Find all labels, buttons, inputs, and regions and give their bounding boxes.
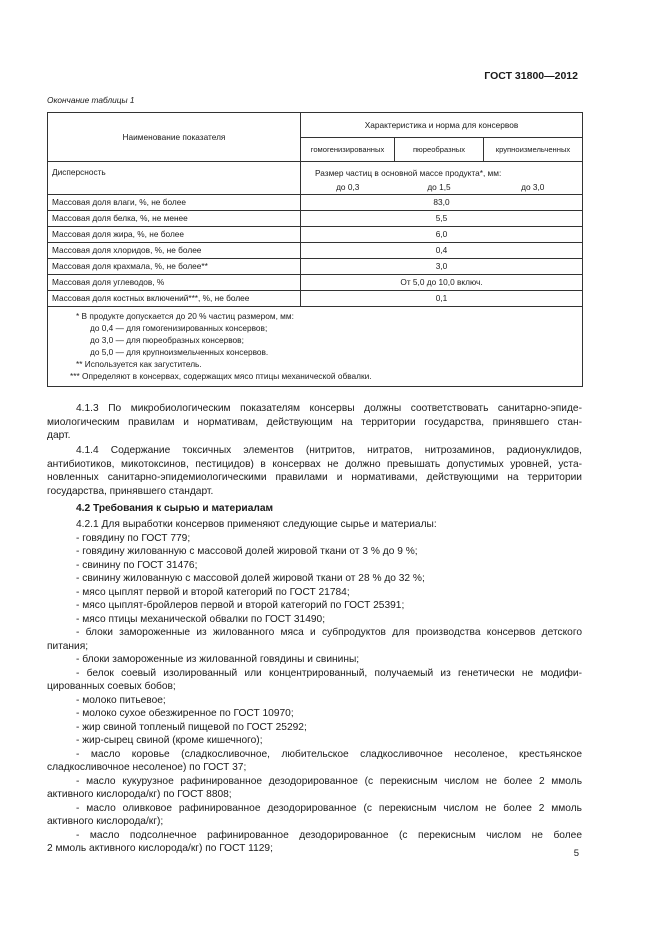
col-name-header: Наименование показателя	[48, 113, 301, 162]
row-value: 6,0	[301, 227, 583, 243]
list-item: - говядину по ГОСТ 779;	[76, 532, 191, 544]
text-line: дарт.	[47, 430, 71, 442]
dispersion-value-coarse: до 3,0	[484, 181, 583, 195]
list-item: - молоко сухое обезжиренное по ГОСТ 10970;	[76, 708, 294, 719]
table-caption: Окончание таблицы 1	[47, 95, 135, 105]
specification-table	[47, 112, 583, 387]
text-line: 4.1.3 По микробиологическим показателям консервы должны соответствовать санитарно-эпиде-	[76, 403, 582, 414]
list-item: активного кислорода/кг);	[47, 816, 164, 827]
list-item: - масло коровье (сладкосливочное, любительское сладкосливочное несоленое, крестьянское	[76, 748, 582, 760]
table-row	[48, 259, 583, 275]
table-row	[48, 227, 583, 243]
materials-list	[47, 518, 582, 856]
list-item: сладкосливочное несоленое) по ГОСТ 37;	[47, 762, 247, 773]
row-value: 83,0	[301, 195, 583, 211]
table-row	[48, 275, 583, 291]
list-item: - масло подсолнечное рафинированное дезодорированное (с перекисным числом не более	[76, 829, 582, 841]
list-item: питания;	[47, 640, 89, 652]
list-item: - мясо цыплят первой и второй категорий по ГОСТ 21784;	[76, 586, 350, 598]
list-item: - жир свиной топленый пищевой по ГОСТ 25292;	[76, 721, 307, 733]
text-line: новленных санитарно-эпидемиологическими правилами и нормативами, действующими на территории	[47, 472, 582, 484]
table-notes	[48, 307, 583, 387]
text-line: антибиотиков, микотоксинов, пестицидов) в консервах не должно превышать допустимых уровней, уста-	[47, 458, 582, 470]
dispersion-name: Дисперсность	[48, 162, 301, 195]
row-name: Массовая доля костных включений***, %, не более	[48, 291, 301, 307]
table-row	[48, 211, 583, 227]
note-line: до 5,0 — для крупноизмельченных консервов.	[90, 346, 269, 357]
note-line: до 3,0 — для пюреобразных консервов;	[90, 334, 244, 345]
list-item: - мясо цыплят-бройлеров первой и второй категорий по ГОСТ 25391;	[76, 600, 405, 611]
row-name: Массовая доля жира, %, не более	[48, 227, 301, 243]
table-row	[48, 195, 583, 211]
subheader-homogenized: гомогенизированных	[301, 138, 395, 162]
note-line: * В продукте допускается до 20 % частиц размером, мм:	[76, 311, 294, 321]
list-item: - белок соевый изолированный или концентрированный, получаемый из генетически не модифи-	[76, 667, 582, 679]
list-item: - свинину жилованную с массовой долей жировой ткани от 28 % до 32 %;	[76, 573, 425, 584]
row-value: От 5,0 до 10,0 включ.	[301, 275, 583, 291]
paragraph-4-1-3	[47, 402, 582, 443]
row-value: 0,4	[301, 243, 583, 259]
note-line: ** Используется как загуститель.	[76, 358, 202, 369]
list-item: - блоки замороженные из жилованного мяса и субпродуктов для производства консервов детского	[76, 627, 582, 638]
list-item: активного кислорода/кг) по ГОСТ 8808;	[47, 789, 232, 800]
col-group-header: Характеристика и норма для консервов	[301, 113, 583, 138]
subheader-coarse: крупноизмельченных	[484, 138, 583, 162]
row-value: 3,0	[301, 259, 583, 275]
row-name: Массовая доля углеводов, %	[48, 275, 301, 291]
list-item: - свинину по ГОСТ 31476;	[76, 559, 198, 571]
paragraph-4-1-4	[47, 444, 582, 498]
text-line: 4.1.4 Содержание токсичных элементов (нитритов, нитратов, нитрозаминов, радионуклидов,	[76, 445, 582, 456]
table-row-dispersion	[48, 162, 583, 182]
dispersion-title: Размер частиц в основной массе продукта*, мм:	[301, 162, 583, 182]
page-number: 5	[573, 848, 579, 859]
table-row	[48, 291, 583, 307]
section-heading: 4.2 Требования к сырью и материалам	[76, 503, 274, 514]
list-item: цированных соевых бобов;	[47, 681, 176, 692]
text-line: миологическим правилам и нормативам, действующим на территории государства, принявшего стан-	[47, 416, 582, 428]
note-line: *** Определяют в консервах, содержащих мясо птицы механической обвалки.	[70, 370, 372, 381]
row-name: Массовая доля хлоридов, %, не более	[48, 243, 301, 259]
row-name: Массовая доля влаги, %, не более	[48, 195, 301, 211]
list-item: - блоки замороженные из жилованной говядины и свинины;	[76, 654, 360, 665]
table-row	[48, 243, 583, 259]
row-value: 0,1	[301, 291, 583, 307]
text-line: государства, принявшего стандарт.	[47, 485, 214, 497]
list-item: - масло кукурузное рафинированное дезодорированное (с перекисным числом не более 2 ммоль	[76, 775, 582, 787]
list-item: - жир-сырец свиной (кроме кишечного);	[76, 735, 263, 746]
list-item: - мясо птицы механической обвалки по ГОСТ 31490;	[76, 613, 326, 625]
row-value: 5,5	[301, 211, 583, 227]
list-item: 2 ммоль активного кислорода/кг) по ГОСТ 1129;	[47, 843, 273, 854]
table-header-row	[48, 113, 583, 138]
list-item: - говядину жилованную с массовой долей жировой ткани от 3 % до 9 %;	[76, 546, 418, 557]
subheader-pureed: пюреобразных	[395, 138, 484, 162]
table-notes-row	[48, 307, 583, 387]
list-item: - масло оливковое рафинированное дезодорированное (с перекисным числом не более 2 ммоль	[76, 802, 582, 814]
dispersion-value-homogenized: до 0,3	[301, 181, 395, 195]
row-name: Массовая доля крахмала, %, не более**	[48, 259, 301, 275]
note-line: до 0,4 — для гомогенизированных консервов;	[90, 322, 268, 333]
row-name: Массовая доля белка, %, не менее	[48, 211, 301, 227]
dispersion-value-pureed: до 1,5	[395, 181, 484, 195]
standard-code: ГОСТ 31800—2012	[484, 70, 578, 82]
list-item: 4.2.1 Для выработки консервов применяют следующие сырье и материалы:	[76, 519, 437, 530]
list-item: - молоко питьевое;	[76, 694, 166, 706]
